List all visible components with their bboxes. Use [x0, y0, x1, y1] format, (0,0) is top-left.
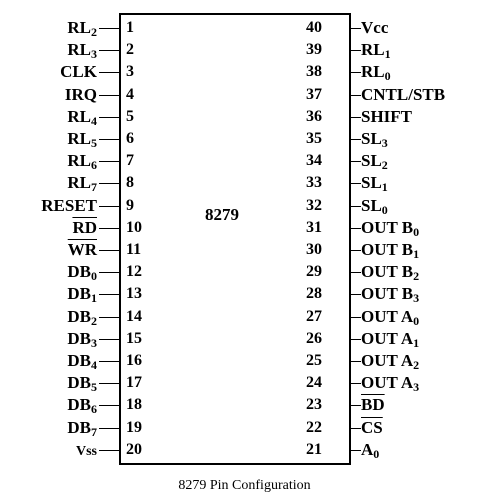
- pin-12: [0, 261, 119, 283]
- pin-19: [0, 417, 119, 439]
- pin-1-signal-name: RL: [67, 18, 91, 37]
- pin-33: [351, 172, 489, 194]
- pin-16: [0, 350, 119, 372]
- pin-34-signal-name: SL: [361, 151, 382, 171]
- pin-5-number: 5: [126, 107, 134, 125]
- pin-6-signal-name: RL: [67, 129, 91, 148]
- pin-3-number: 3: [126, 63, 134, 81]
- pin-25: [351, 350, 489, 372]
- pin-35: [351, 128, 489, 150]
- pin-18-signal-name: DB: [67, 395, 91, 415]
- pin-19-signal-name: DB: [67, 417, 91, 437]
- pin-37: [351, 84, 489, 106]
- pin-29-number: 29: [306, 263, 322, 281]
- pin-7: [0, 150, 119, 172]
- pin-27-signal-subscript: 0: [413, 313, 420, 328]
- pin-6-lead-line: [99, 139, 119, 140]
- pin-16-signal-name: DB: [67, 351, 91, 370]
- pin-35-lead-line: [351, 139, 361, 140]
- pin-11: [0, 239, 119, 261]
- pin-19-lead-line: [99, 428, 119, 429]
- pin-16-number: 16: [126, 352, 142, 369]
- pin-25-lead-line: [351, 361, 361, 362]
- pin-37-number: 37: [306, 85, 322, 103]
- pin-27-number: 27: [306, 307, 322, 325]
- pin-10-number: 10: [126, 218, 142, 236]
- pin-9-signal: [41, 195, 97, 217]
- pin-30-signal-name: OUT B: [361, 240, 414, 259]
- pin-22-signal-name: $\overline{CS}$: [361, 417, 383, 437]
- pin-28-signal-subscript: 3: [413, 291, 420, 306]
- pin-24-lead-line: [351, 383, 361, 384]
- pin-5: [0, 106, 119, 128]
- pin-36-signal: [361, 106, 412, 128]
- pin-12-signal-name: DB: [67, 262, 91, 282]
- pin-30-number: 30: [306, 241, 322, 258]
- pin-34-number: 34: [306, 152, 322, 170]
- pin-13-number: 13: [126, 285, 142, 303]
- pin-10-signal: [72, 217, 97, 239]
- pin-29-signal-subscript: 2: [413, 269, 420, 284]
- pin-39-signal-subscript: 1: [384, 47, 391, 62]
- pin-15-number: 15: [126, 329, 142, 347]
- pin-40-signal: [361, 17, 388, 39]
- pin-28-lead-line: [351, 294, 361, 295]
- pin-34-lead-line: [351, 161, 361, 162]
- pin-13-signal-name: DB: [67, 284, 91, 304]
- pin-23-signal-name: $\overline{BD}$: [361, 395, 385, 415]
- pin-30-lead-line: [351, 250, 361, 251]
- pin-2-signal-name: RL: [67, 40, 91, 60]
- pin-21-signal-subscript: 0: [373, 446, 380, 461]
- pin-40: [351, 17, 489, 39]
- pin-4-signal: [65, 84, 97, 106]
- pin-10: [0, 217, 119, 239]
- pin-35-signal-name: SL: [361, 129, 382, 148]
- pin-36-lead-line: [351, 117, 361, 118]
- pin-11-signal-name: $\overline{WR}$: [67, 240, 97, 259]
- pin-38-number: 38: [306, 63, 322, 81]
- pin-39-signal-name: RL: [361, 40, 385, 60]
- pin-33-number: 33: [306, 174, 322, 192]
- pin-32-signal-name: SL: [361, 195, 382, 215]
- pin-15-signal-name: DB: [67, 328, 91, 348]
- pin-24-signal-subscript: 3: [413, 380, 420, 395]
- pin-9-lead-line: [99, 206, 119, 207]
- pin-12-lead-line: [99, 272, 119, 273]
- pin-18-number: 18: [126, 396, 142, 414]
- pin-3-lead-line: [99, 72, 119, 73]
- pin-31-number: 31: [306, 218, 322, 236]
- pin-27-signal-name: OUT A: [361, 306, 414, 326]
- pin-1-signal-subscript: 2: [91, 25, 97, 39]
- pin-26-number: 26: [306, 329, 322, 347]
- pin-10-lead-line: [99, 228, 119, 229]
- pin-9-number: 9: [126, 196, 134, 214]
- pin-8-number: 8: [126, 174, 134, 192]
- pin-23: [351, 394, 489, 416]
- pin-34: [351, 150, 489, 172]
- pin-14-signal-subscript: 2: [91, 313, 97, 328]
- pin-17-lead-line: [99, 383, 119, 384]
- pin-18-lead-line: [99, 405, 119, 406]
- pin-19-signal-subscript: 7: [91, 424, 97, 439]
- pin-36-number: 36: [306, 107, 322, 125]
- pin-8: [0, 172, 119, 194]
- pin-7-signal-name: RL: [67, 151, 91, 171]
- pin-3: [0, 61, 119, 83]
- pin-8-signal-name: RL: [67, 173, 91, 193]
- pin-9-signal-name: RESET: [41, 195, 97, 215]
- pin-40-signal-name: Vcc: [361, 18, 389, 37]
- pin-32-lead-line: [351, 206, 361, 207]
- pin-37-signal: [361, 84, 445, 106]
- pin-12-signal-subscript: 0: [91, 269, 97, 284]
- pin-3-signal-name: CLK: [60, 62, 97, 82]
- pin-21: [351, 439, 489, 461]
- pin-27: [351, 306, 489, 328]
- pin-16-lead-line: [99, 361, 119, 362]
- pin-5-signal-name: RL: [67, 106, 91, 126]
- pin-7-number: 7: [126, 152, 134, 170]
- pin-29-signal-name: OUT B: [361, 262, 414, 282]
- pin-31-lead-line: [351, 228, 361, 229]
- pin-23-number: 23: [306, 396, 322, 414]
- pin-35-number: 35: [306, 130, 322, 147]
- pin-8-lead-line: [99, 183, 119, 184]
- pin-30: [351, 239, 489, 261]
- pin-38: [351, 61, 489, 83]
- pin-27-lead-line: [351, 317, 361, 318]
- pin-37-lead-line: [351, 95, 361, 96]
- figure-caption: 8279 Pin Configuration: [178, 478, 311, 493]
- pin-1-lead-line: [99, 28, 119, 29]
- pin-14-number: 14: [126, 307, 142, 325]
- pin-32-signal-subscript: 0: [381, 202, 388, 217]
- pin-26-lead-line: [351, 339, 361, 340]
- pin-39-lead-line: [351, 50, 361, 51]
- pin-33-signal-subscript: 1: [381, 180, 388, 195]
- pin-15-lead-line: [99, 339, 119, 340]
- pin-29-lead-line: [351, 272, 361, 273]
- pin-39-number: 39: [306, 41, 322, 59]
- pin-23-lead-line: [351, 405, 361, 406]
- pin-1: [0, 17, 119, 39]
- pin-20: [0, 439, 119, 461]
- pin-33-signal-name: SL: [361, 173, 382, 193]
- pin-26-signal-subscript: 1: [413, 335, 420, 350]
- pin-14-signal-name: DB: [67, 306, 91, 326]
- pin-11-number: 11: [126, 241, 142, 258]
- pin-36: [351, 106, 489, 128]
- pin-4-signal-name: IRQ: [64, 84, 97, 104]
- pin-8-signal-subscript: 7: [91, 180, 97, 195]
- pin-13: [0, 283, 119, 305]
- pin-22-lead-line: [351, 428, 361, 429]
- pin-26-signal-name: OUT A: [361, 328, 414, 348]
- pin-33-lead-line: [351, 183, 361, 184]
- pin-21-signal-name: A: [361, 439, 374, 459]
- pin-20-lead-line: [99, 450, 119, 451]
- pin-2-lead-line: [99, 50, 119, 51]
- pin-6-number: 6: [126, 130, 134, 147]
- pin-15: [0, 328, 119, 350]
- pin-4: [0, 84, 119, 106]
- pin-25-number: 25: [306, 352, 322, 369]
- pin-39: [351, 39, 489, 61]
- pin-38-signal-subscript: 0: [384, 69, 391, 84]
- pin-18: [0, 394, 119, 416]
- pin-5-signal-subscript: 4: [91, 113, 97, 128]
- pin-28-number: 28: [306, 285, 322, 303]
- pin-19-number: 19: [126, 418, 142, 436]
- pin-11-signal: [68, 239, 97, 261]
- pin-29: [351, 261, 489, 283]
- pin-24-signal-name: OUT A: [361, 373, 414, 393]
- pin-20-signal: [76, 439, 97, 463]
- pin-14-lead-line: [99, 317, 119, 318]
- pin-30-signal-subscript: 1: [413, 247, 420, 261]
- pin-17: [0, 372, 119, 394]
- pin-7-lead-line: [99, 161, 119, 162]
- pin-23-signal: [361, 394, 385, 416]
- pin-24-number: 24: [306, 374, 322, 392]
- pin-35-signal-subscript: 3: [381, 136, 388, 150]
- pin-13-signal-subscript: 1: [91, 291, 97, 306]
- pin-26: [351, 328, 489, 350]
- pin-6-signal-subscript: 5: [91, 136, 97, 150]
- pin-38-lead-line: [351, 72, 361, 73]
- pin-2: [0, 39, 119, 61]
- pin-16-signal-subscript: 4: [91, 358, 97, 372]
- pin-21-lead-line: [351, 450, 361, 451]
- pin-22-signal: [361, 417, 383, 439]
- pin-17-signal-name: DB: [67, 373, 91, 393]
- pin-4-lead-line: [99, 95, 119, 96]
- pin-21-signal: [361, 439, 379, 465]
- pin-15-signal-subscript: 3: [91, 335, 97, 350]
- pin-34-signal-subscript: 2: [381, 158, 388, 173]
- pin-5-lead-line: [99, 117, 119, 118]
- pin-10-signal-name: $\overline{RD}$: [72, 217, 97, 237]
- pin-2-signal-subscript: 3: [91, 47, 97, 62]
- pin-28: [351, 283, 489, 305]
- pin-24: [351, 372, 489, 394]
- pin-31-signal-name: OUT B: [361, 217, 414, 237]
- pin-2-number: 2: [126, 41, 134, 59]
- pin-3-signal: [60, 61, 97, 83]
- pin-22: [351, 417, 489, 439]
- pin-12-number: 12: [126, 263, 142, 281]
- pin-17-number: 17: [126, 374, 142, 392]
- pin-7-signal-subscript: 6: [91, 158, 97, 173]
- pin-18-signal-subscript: 6: [91, 402, 97, 417]
- pin-31-signal-subscript: 0: [413, 224, 420, 239]
- pin-25-signal-name: OUT A: [361, 351, 414, 370]
- pin-20-signal-name: Vss: [75, 443, 97, 459]
- pin-14: [0, 306, 119, 328]
- pin-37-signal-name: CNTL/STB: [361, 84, 446, 104]
- pin-25-signal-subscript: 2: [413, 358, 420, 372]
- pin-1-number: 1: [126, 19, 134, 36]
- pin-36-signal-name: SHIFT: [361, 106, 413, 126]
- pin-17-signal-subscript: 5: [91, 380, 97, 395]
- pin-38-signal-name: RL: [361, 62, 385, 82]
- pin-22-number: 22: [306, 418, 322, 436]
- pin-40-lead-line: [351, 28, 361, 29]
- pin-11-lead-line: [99, 250, 119, 251]
- pin-40-number: 40: [306, 19, 322, 36]
- pin-21-number: 21: [306, 440, 322, 458]
- pin-13-lead-line: [99, 294, 119, 295]
- pin-28-signal-name: OUT B: [361, 284, 414, 304]
- pin-31: [351, 217, 489, 239]
- pin-20-number: 20: [126, 440, 142, 458]
- pin-9: [0, 195, 119, 217]
- pin-32: [351, 195, 489, 217]
- pin-6: [0, 128, 119, 150]
- chip-label: 8279: [205, 205, 239, 224]
- pin-32-number: 32: [306, 196, 322, 214]
- pin-4-number: 4: [126, 85, 134, 103]
